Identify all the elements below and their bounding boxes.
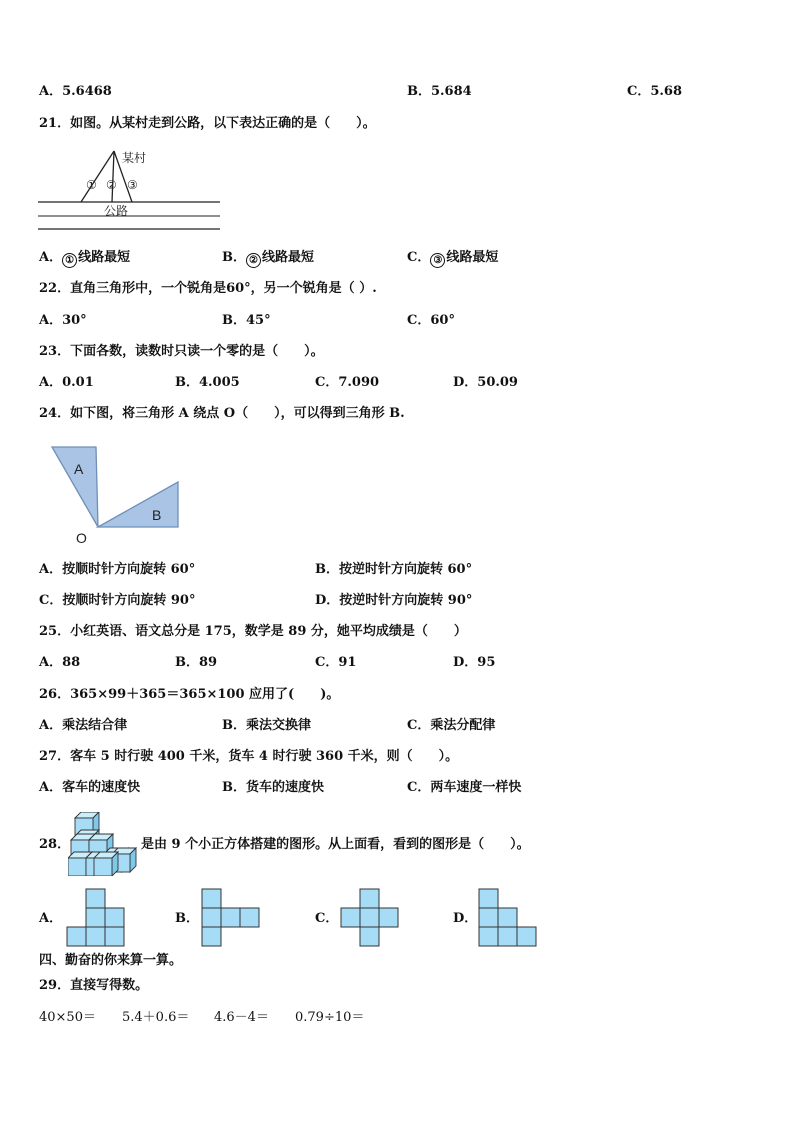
q23-option-a: A．0.01 — [39, 375, 94, 390]
q28-option-d-grid — [478, 888, 538, 948]
q29-item-2: 5.4＋0.6＝ — [122, 1010, 190, 1025]
q22-stem: 22．直角三角形中，一个锐角是60°，另一个锐角是（ ）. — [39, 281, 377, 296]
q28-option-b-grid — [201, 888, 261, 948]
circled-2-icon: ② — [246, 253, 261, 268]
q28-number: 28． — [39, 837, 71, 852]
q25-option-d: D．95 — [453, 655, 496, 670]
q28-option-c-label: C． — [315, 911, 339, 926]
q22-option-c: C．60° — [407, 313, 455, 328]
q25-option-b: B．89 — [175, 655, 218, 670]
q23-option-d: D．50.09 — [453, 375, 518, 390]
q21-route-3-mark: ③ — [127, 178, 138, 192]
q24-option-a: A．按顺时针方向旋转 60° — [39, 562, 196, 577]
q27-option-b: B．货车的速度快 — [222, 780, 324, 795]
q26-option-a: A．乘法结合律 — [39, 718, 128, 733]
q20-option-c: C．5.68 — [627, 84, 683, 99]
triangle-b-label: B — [152, 507, 162, 523]
q28-option-c-grid — [340, 888, 400, 948]
q25-stem: 25．小红英语、语文总分是 175，数学是 89 分，她平均成绩是（ ） — [39, 624, 467, 639]
q29-stem: 29．直接写得数。 — [39, 978, 149, 993]
q22-option-a: A．30° — [39, 313, 87, 328]
q24-stem: 24．如下图，将三角形 A 绕点 O（ ），可以得到三角形 B. — [39, 406, 405, 421]
q23-option-b: B．4.005 — [175, 375, 240, 390]
point-o-label: O — [76, 530, 87, 546]
q20-option-a: A．5.6468 — [39, 84, 112, 99]
q28-option-a-grid — [66, 888, 126, 948]
q22-option-b: B．45° — [222, 313, 271, 328]
circled-1-icon: ① — [62, 253, 77, 268]
q21-stem: 21．如图。从某村走到公路，以下表达正确的是（ ）。 — [39, 116, 376, 131]
q24-option-c: C．按顺时针方向旋转 90° — [39, 593, 196, 608]
q27-option-c: C．两车速度一样快 — [407, 780, 522, 795]
q26-stem: 26．365×99＋365＝365×100 应用了( )。 — [39, 687, 340, 702]
q25-option-a: A．88 — [39, 655, 81, 670]
q23-stem: 23．下面各数，读数时只读一个零的是（ ）。 — [39, 344, 324, 359]
q25-option-c: C．91 — [315, 655, 357, 670]
q20-option-b: B．5.684 — [407, 84, 472, 99]
q21-road-label: 公路 — [104, 204, 129, 218]
q26-option-b: B．乘法交换律 — [222, 718, 311, 733]
circled-3-icon: ③ — [430, 253, 445, 268]
q21-option-b: B． ② 线路最短 — [222, 250, 315, 266]
q28-cube-stack-figure — [68, 812, 140, 876]
q24-rotation-figure — [46, 442, 186, 547]
q29-item-1: 40×50＝ — [39, 1010, 96, 1025]
q21-route-figure — [36, 145, 226, 235]
q21-option-a: A． ① 线路最短 — [39, 250, 131, 266]
q28-option-d-label: D． — [453, 911, 478, 926]
q28-option-b-label: B． — [175, 911, 199, 926]
q26-option-c: C．乘法分配律 — [407, 718, 496, 733]
q27-option-a: A．客车的速度快 — [39, 780, 141, 795]
q21-route-1-mark: ① — [86, 178, 97, 192]
q23-option-c: C．7.090 — [315, 375, 380, 390]
q24-option-d: D．按逆时针方向旋转 90° — [315, 593, 473, 608]
q28-option-a-label: A． — [39, 911, 63, 926]
q29-item-4: 0.79÷10＝ — [295, 1010, 365, 1025]
triangle-b-shape — [98, 482, 178, 527]
triangle-a-label: A — [74, 461, 84, 477]
q27-stem: 27．客车 5 时行驶 400 千米，货车 4 时行驶 360 千米，则（ ）。 — [39, 749, 459, 764]
triangle-a-shape — [52, 447, 98, 527]
q21-option-c: C． ③ 线路最短 — [407, 250, 499, 266]
q21-village-label: 某村 — [122, 151, 147, 165]
q24-option-b: B．按逆时针方向旋转 60° — [315, 562, 473, 577]
q29-item-3: 4.6－4＝ — [214, 1010, 269, 1025]
q21-route-2-mark: ② — [106, 178, 117, 192]
q28-stem: 是由 9 个小正方体搭建的图形。从上面看，看到的图形是（ ）。 — [141, 837, 530, 852]
section-4-title: 四、勤奋的你来算一算。 — [39, 953, 183, 968]
